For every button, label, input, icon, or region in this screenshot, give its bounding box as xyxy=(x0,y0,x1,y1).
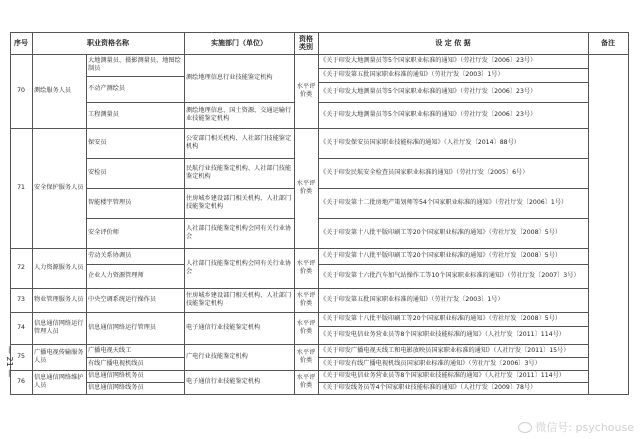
grid-line xyxy=(86,312,184,313)
sub-qual-cell: 大地测量员、摄影测量员、地图绘制员 xyxy=(88,57,181,72)
grid-line xyxy=(318,248,319,264)
grid-line xyxy=(32,32,33,54)
sub-qual-cell: 企业人力资源管理师 xyxy=(88,272,144,279)
basis-cell: 《关于印发第十八批平版印刷工等20个国家职业标准的通知》（劳社厅发〔2008〕5号） xyxy=(320,315,562,322)
dept-cell: 测绘地理信息、国土资源、交通运输行业技能鉴定机构 xyxy=(186,107,292,122)
basis-cell: 《关于印发有线广播电视机线员国家职业标准的通知》（劳社厅发〔2006〕3号） xyxy=(320,359,541,367)
sub-qual-cell: 广播电视天线工 xyxy=(88,346,132,354)
grid-line xyxy=(86,288,87,312)
sub-qual-cell: 工程测量员 xyxy=(88,111,119,118)
grid-line xyxy=(318,218,588,219)
grid-line xyxy=(86,344,184,345)
grid-line xyxy=(318,128,588,129)
grid-line xyxy=(318,32,588,33)
grid-line xyxy=(184,312,185,344)
grid-line xyxy=(10,312,32,313)
grid-line xyxy=(32,288,86,289)
grid-line xyxy=(184,370,185,394)
dept-cell: 住房城乡建设部门相关机构、人社部门技能鉴定机构 xyxy=(186,195,292,210)
grid-line xyxy=(184,32,294,33)
grid-line xyxy=(318,102,588,103)
grid-line xyxy=(86,370,87,382)
grid-line xyxy=(86,188,184,189)
grid-line xyxy=(318,54,588,55)
grid-line xyxy=(318,344,588,345)
category-cell: 信息通信网络运行管理人员 xyxy=(34,320,84,335)
grid-line xyxy=(10,288,32,289)
grid-line xyxy=(318,326,588,327)
grid-line xyxy=(86,54,87,76)
type-cell: 水平评价类 xyxy=(296,320,316,335)
type-cell: 水平评价类 xyxy=(296,260,316,275)
grid-line xyxy=(10,32,11,54)
grid-line xyxy=(318,264,588,265)
dept-cell: 住房城乡建设部门相关机构、人社部门技能鉴定机构 xyxy=(186,292,292,307)
grid-line xyxy=(86,158,184,159)
grid-line xyxy=(588,102,589,129)
grid-line xyxy=(318,248,588,249)
grid-line xyxy=(318,218,319,248)
grid-line xyxy=(318,102,319,128)
grid-line xyxy=(184,344,185,370)
header-seq: 序号 xyxy=(14,39,28,47)
basis-cell: 《关于印发大地测量员等5个国家职业标准的通知》（劳社厅发〔2006〕23号） xyxy=(320,88,537,95)
basis-cell: 《关于印发第五批国家职业标准的通知》（劳社厅发〔2003〕1号） xyxy=(320,296,504,303)
grid-line xyxy=(318,82,588,83)
grid-line xyxy=(318,357,588,358)
dept-cell: 人社部门技能鉴定机构会同有关行业协会 xyxy=(186,225,292,240)
grid-line xyxy=(184,102,185,128)
grid-line xyxy=(588,32,628,33)
dept-cell: 人社部门技能鉴定机构会同有关行业协会 xyxy=(186,260,292,275)
grid-line xyxy=(86,248,184,249)
grid-line xyxy=(32,344,33,370)
grid-line xyxy=(184,218,185,248)
grid-line xyxy=(318,394,589,395)
seq-cell: 72 xyxy=(17,264,25,271)
grid-line xyxy=(184,288,185,312)
grid-line xyxy=(588,82,589,103)
grid-line xyxy=(86,102,184,103)
grid-line xyxy=(10,248,32,249)
grid-line xyxy=(184,248,294,249)
dept-cell: 电子通信行业技能鉴定机构 xyxy=(186,378,261,385)
grid-line xyxy=(10,54,11,128)
basis-cell: 《关于印发广播电视天线工和电影放映员国家职业标准的通知》（人社厅发〔2011〕15号） xyxy=(320,346,570,354)
basis-cell: 《关于印发保安员国家职业技能标准的通知》（人社厅发〔2014〕88号） xyxy=(320,139,520,146)
grid-line xyxy=(294,32,295,54)
grid-line xyxy=(184,32,185,54)
seq-cell: 71 xyxy=(17,184,25,191)
grid-line xyxy=(32,54,86,55)
grid-line xyxy=(588,326,589,345)
type-cell: 水平评价类 xyxy=(296,83,316,98)
grid-line xyxy=(184,158,185,188)
grid-line xyxy=(86,54,184,55)
grid-line xyxy=(86,394,185,395)
grid-line xyxy=(588,248,589,265)
grid-line xyxy=(86,382,184,383)
grid-line xyxy=(86,312,87,344)
grid-line xyxy=(10,128,32,129)
grid-line xyxy=(588,394,629,395)
grid-line xyxy=(588,128,589,159)
grid-line xyxy=(32,344,86,345)
grid-line xyxy=(86,218,87,248)
grid-line xyxy=(294,288,318,289)
grid-line xyxy=(318,382,588,383)
grid-line xyxy=(184,54,185,102)
wechat-icon xyxy=(518,422,532,433)
grid-line xyxy=(318,370,588,371)
grid-line xyxy=(294,128,318,129)
grid-line xyxy=(318,326,319,344)
grid-line xyxy=(294,32,318,33)
basis-cell: 《关于印发第十八批平版印刷工等20个国家职业标准的通知》（劳社厅发〔2008〕5号） xyxy=(320,252,562,259)
grid-line xyxy=(318,288,319,312)
grid-line xyxy=(294,312,295,344)
sub-qual-cell: 信息通信网络运行管理员 xyxy=(88,324,157,331)
seq-cell: 76 xyxy=(17,378,25,385)
dept-cell: 测绘地理信息行业技能鉴定机构 xyxy=(186,74,273,81)
grid-line xyxy=(32,312,33,344)
grid-line xyxy=(32,32,184,33)
grid-line xyxy=(588,32,589,54)
grid-line xyxy=(588,54,629,55)
grid-line xyxy=(588,288,589,313)
grid-line xyxy=(318,188,319,218)
category-cell: 安全保护服务人员 xyxy=(34,184,84,191)
grid-line xyxy=(318,82,319,102)
category-cell: 信息通信网络维护人员 xyxy=(34,374,84,389)
basis-cell: 《关于印发民航安全检查员国家职业标准的通知》（劳社厅发〔2005〕6号） xyxy=(320,169,529,176)
grid-line xyxy=(294,394,319,395)
grid-line xyxy=(86,264,87,288)
watermark xyxy=(518,419,634,435)
category-cell: 测绘服务人员 xyxy=(34,87,72,94)
dept-cell: 民航行业技能鉴定机构、人社部门技能鉴定机构 xyxy=(186,165,292,180)
header-qualification: 职业资格名称 xyxy=(87,39,129,47)
grid-line xyxy=(184,128,294,129)
grid-line xyxy=(588,68,589,83)
grid-line xyxy=(318,370,319,382)
seq-cell: 75 xyxy=(17,353,25,360)
basis-cell: 《关于印发第十二批房地产策划师等54个国家职业标准的通知》（劳社厅发〔2006〕1号） xyxy=(320,199,568,206)
basis-cell: 《关于印发线务员等4个国家职业技能标准的通知》（人社厅发〔2009〕78号） xyxy=(320,384,537,391)
grid-line xyxy=(32,128,33,248)
grid-line xyxy=(10,344,32,345)
sub-qual-cell: 保安员 xyxy=(88,139,107,146)
grid-line xyxy=(184,344,294,345)
grid-line xyxy=(294,344,318,345)
grid-line xyxy=(10,312,11,344)
grid-line xyxy=(86,382,87,394)
category-cell: 人力资源服务人员 xyxy=(34,264,84,271)
grid-line xyxy=(318,188,588,189)
grid-line xyxy=(318,312,588,313)
grid-line xyxy=(588,54,589,69)
grid-line xyxy=(318,68,588,69)
sub-qual-cell: 劳动关系协调员 xyxy=(88,252,132,259)
basis-cell: 《关于印发第十六批汽车加气站操作工等10个国家职业标准的通知》（劳社厅发〔2007〕3号） xyxy=(320,272,580,279)
grid-line xyxy=(32,394,87,395)
grid-line xyxy=(318,312,319,326)
sub-qual-cell: 有线广播电视机线员 xyxy=(88,359,144,367)
grid-line xyxy=(588,158,589,189)
grid-line xyxy=(86,102,87,128)
grid-line xyxy=(318,68,319,82)
grid-line xyxy=(294,344,295,370)
grid-line xyxy=(294,54,295,128)
type-cell: 水平评价类 xyxy=(296,292,316,307)
sub-qual-cell: 不动产测绘员 xyxy=(88,85,126,92)
grid-line xyxy=(184,218,294,219)
grid-line xyxy=(318,344,319,357)
grid-line xyxy=(86,288,184,289)
grid-line xyxy=(294,370,295,394)
grid-line xyxy=(10,128,11,248)
sub-qual-cell: 智能楼宇管理员 xyxy=(88,199,132,206)
grid-line xyxy=(86,158,87,188)
grid-line xyxy=(86,128,184,129)
header-note: 备注 xyxy=(601,39,615,47)
category-cell: 广播电视传输服务人员 xyxy=(34,349,84,364)
grid-line xyxy=(294,312,318,313)
grid-line xyxy=(318,382,319,394)
grid-line xyxy=(318,128,319,158)
grid-line xyxy=(32,312,86,313)
grid-line xyxy=(294,128,295,248)
dept-cell: 电子通信行业技能鉴定机构 xyxy=(186,324,261,331)
grid-line xyxy=(318,158,319,188)
grid-line xyxy=(32,248,33,288)
sub-qual-cell: 中央空调系统运行操作员 xyxy=(88,296,157,303)
grid-line xyxy=(294,370,318,371)
grid-line xyxy=(86,76,184,77)
grid-line xyxy=(10,54,32,55)
grid-line xyxy=(86,344,87,357)
grid-line xyxy=(294,54,318,55)
sub-qual-cell: 信息通信网络线务员 xyxy=(88,384,144,391)
header-basis: 设 定 依 据 xyxy=(435,39,471,47)
grid-line xyxy=(318,32,319,54)
grid-line xyxy=(628,32,629,395)
grid-line xyxy=(86,248,87,264)
type-cell: 水平评价类 xyxy=(296,349,316,364)
grid-line xyxy=(588,264,589,289)
seq-cell: 73 xyxy=(17,296,25,303)
basis-cell: 《关于印发电信业务营业员等8个国家职业技能标准的通知》（人社厅发〔2011〕114号） xyxy=(320,372,565,379)
header-department: 实施部门（单位） xyxy=(211,39,267,47)
grid-line xyxy=(318,264,319,288)
grid-line xyxy=(318,357,319,370)
page-number: — 21 — xyxy=(5,346,14,378)
grid-line xyxy=(10,32,32,33)
grid-line xyxy=(318,54,319,68)
grid-line xyxy=(588,312,589,327)
basis-cell: 《关于印发大地测量员等5个国家职业标准的通知》（劳社厅发〔2006〕23号） xyxy=(320,57,537,64)
sub-qual-cell: 安检员 xyxy=(88,169,107,176)
grid-line xyxy=(86,370,184,371)
grid-line xyxy=(294,288,295,312)
basis-cell: 《关于印发第五批国家职业标准的通知》（劳社厅发〔2003〕1号） xyxy=(320,71,504,78)
grid-line xyxy=(86,264,184,265)
grid-line xyxy=(294,248,318,249)
type-cell: 水平评价类 xyxy=(296,374,316,389)
seq-cell: 74 xyxy=(17,324,25,331)
grid-line xyxy=(318,158,588,159)
sub-qual-cell: 安全评价师 xyxy=(88,229,119,236)
grid-line xyxy=(86,76,87,102)
grid-line xyxy=(294,248,295,288)
category-cell: 物业管理服务人员 xyxy=(34,296,84,303)
dept-cell: 公安部门相关机构、人社部门技能鉴定机构 xyxy=(186,135,292,150)
grid-line xyxy=(588,188,589,219)
grid-line xyxy=(86,188,87,218)
grid-line xyxy=(10,288,11,312)
grid-line xyxy=(10,248,11,288)
grid-line xyxy=(86,128,87,158)
grid-line xyxy=(184,188,294,189)
grid-line xyxy=(184,102,294,103)
grid-line xyxy=(184,54,294,55)
watermark-text: 微信号: psychouse xyxy=(535,421,634,434)
sub-qual-cell: 信息通信网络机务员 xyxy=(88,372,144,379)
basis-cell: 《关于印发第十八批平版印刷工等20个国家职业标准的通知》（劳社厅发〔2008〕5号） xyxy=(320,229,562,236)
grid-line xyxy=(32,370,33,394)
basis-cell: 《关于印发大地测量员等5个国家职业标准的通知》（劳社厅发〔2006〕23号） xyxy=(320,111,537,118)
grid-line xyxy=(32,248,86,249)
qualification-table xyxy=(10,32,628,394)
seq-cell: 70 xyxy=(17,87,25,94)
grid-line xyxy=(184,312,294,313)
grid-line xyxy=(318,288,588,289)
grid-line xyxy=(184,248,185,288)
grid-line xyxy=(32,370,86,371)
grid-line xyxy=(588,218,589,249)
grid-line xyxy=(10,394,33,395)
grid-line xyxy=(32,54,33,128)
grid-line xyxy=(86,218,184,219)
dept-cell: 广电行业技能鉴定机构 xyxy=(186,353,248,360)
grid-line xyxy=(32,128,86,129)
grid-line xyxy=(86,357,184,358)
grid-line xyxy=(184,188,185,218)
type-cell: 水平评价类 xyxy=(296,180,316,195)
basis-cell: 《关于印发电信业务营业员等8个国家职业技能标准的通知》（人社厅发〔2011〕114号） xyxy=(320,331,565,338)
grid-line xyxy=(184,370,294,371)
grid-line xyxy=(588,357,589,371)
grid-line xyxy=(588,344,589,358)
grid-line xyxy=(184,394,295,395)
grid-line xyxy=(184,158,294,159)
grid-line xyxy=(32,288,33,312)
header-type: 资格类别 xyxy=(299,35,313,51)
grid-line xyxy=(86,357,87,370)
grid-line xyxy=(184,128,185,158)
grid-line xyxy=(184,288,294,289)
